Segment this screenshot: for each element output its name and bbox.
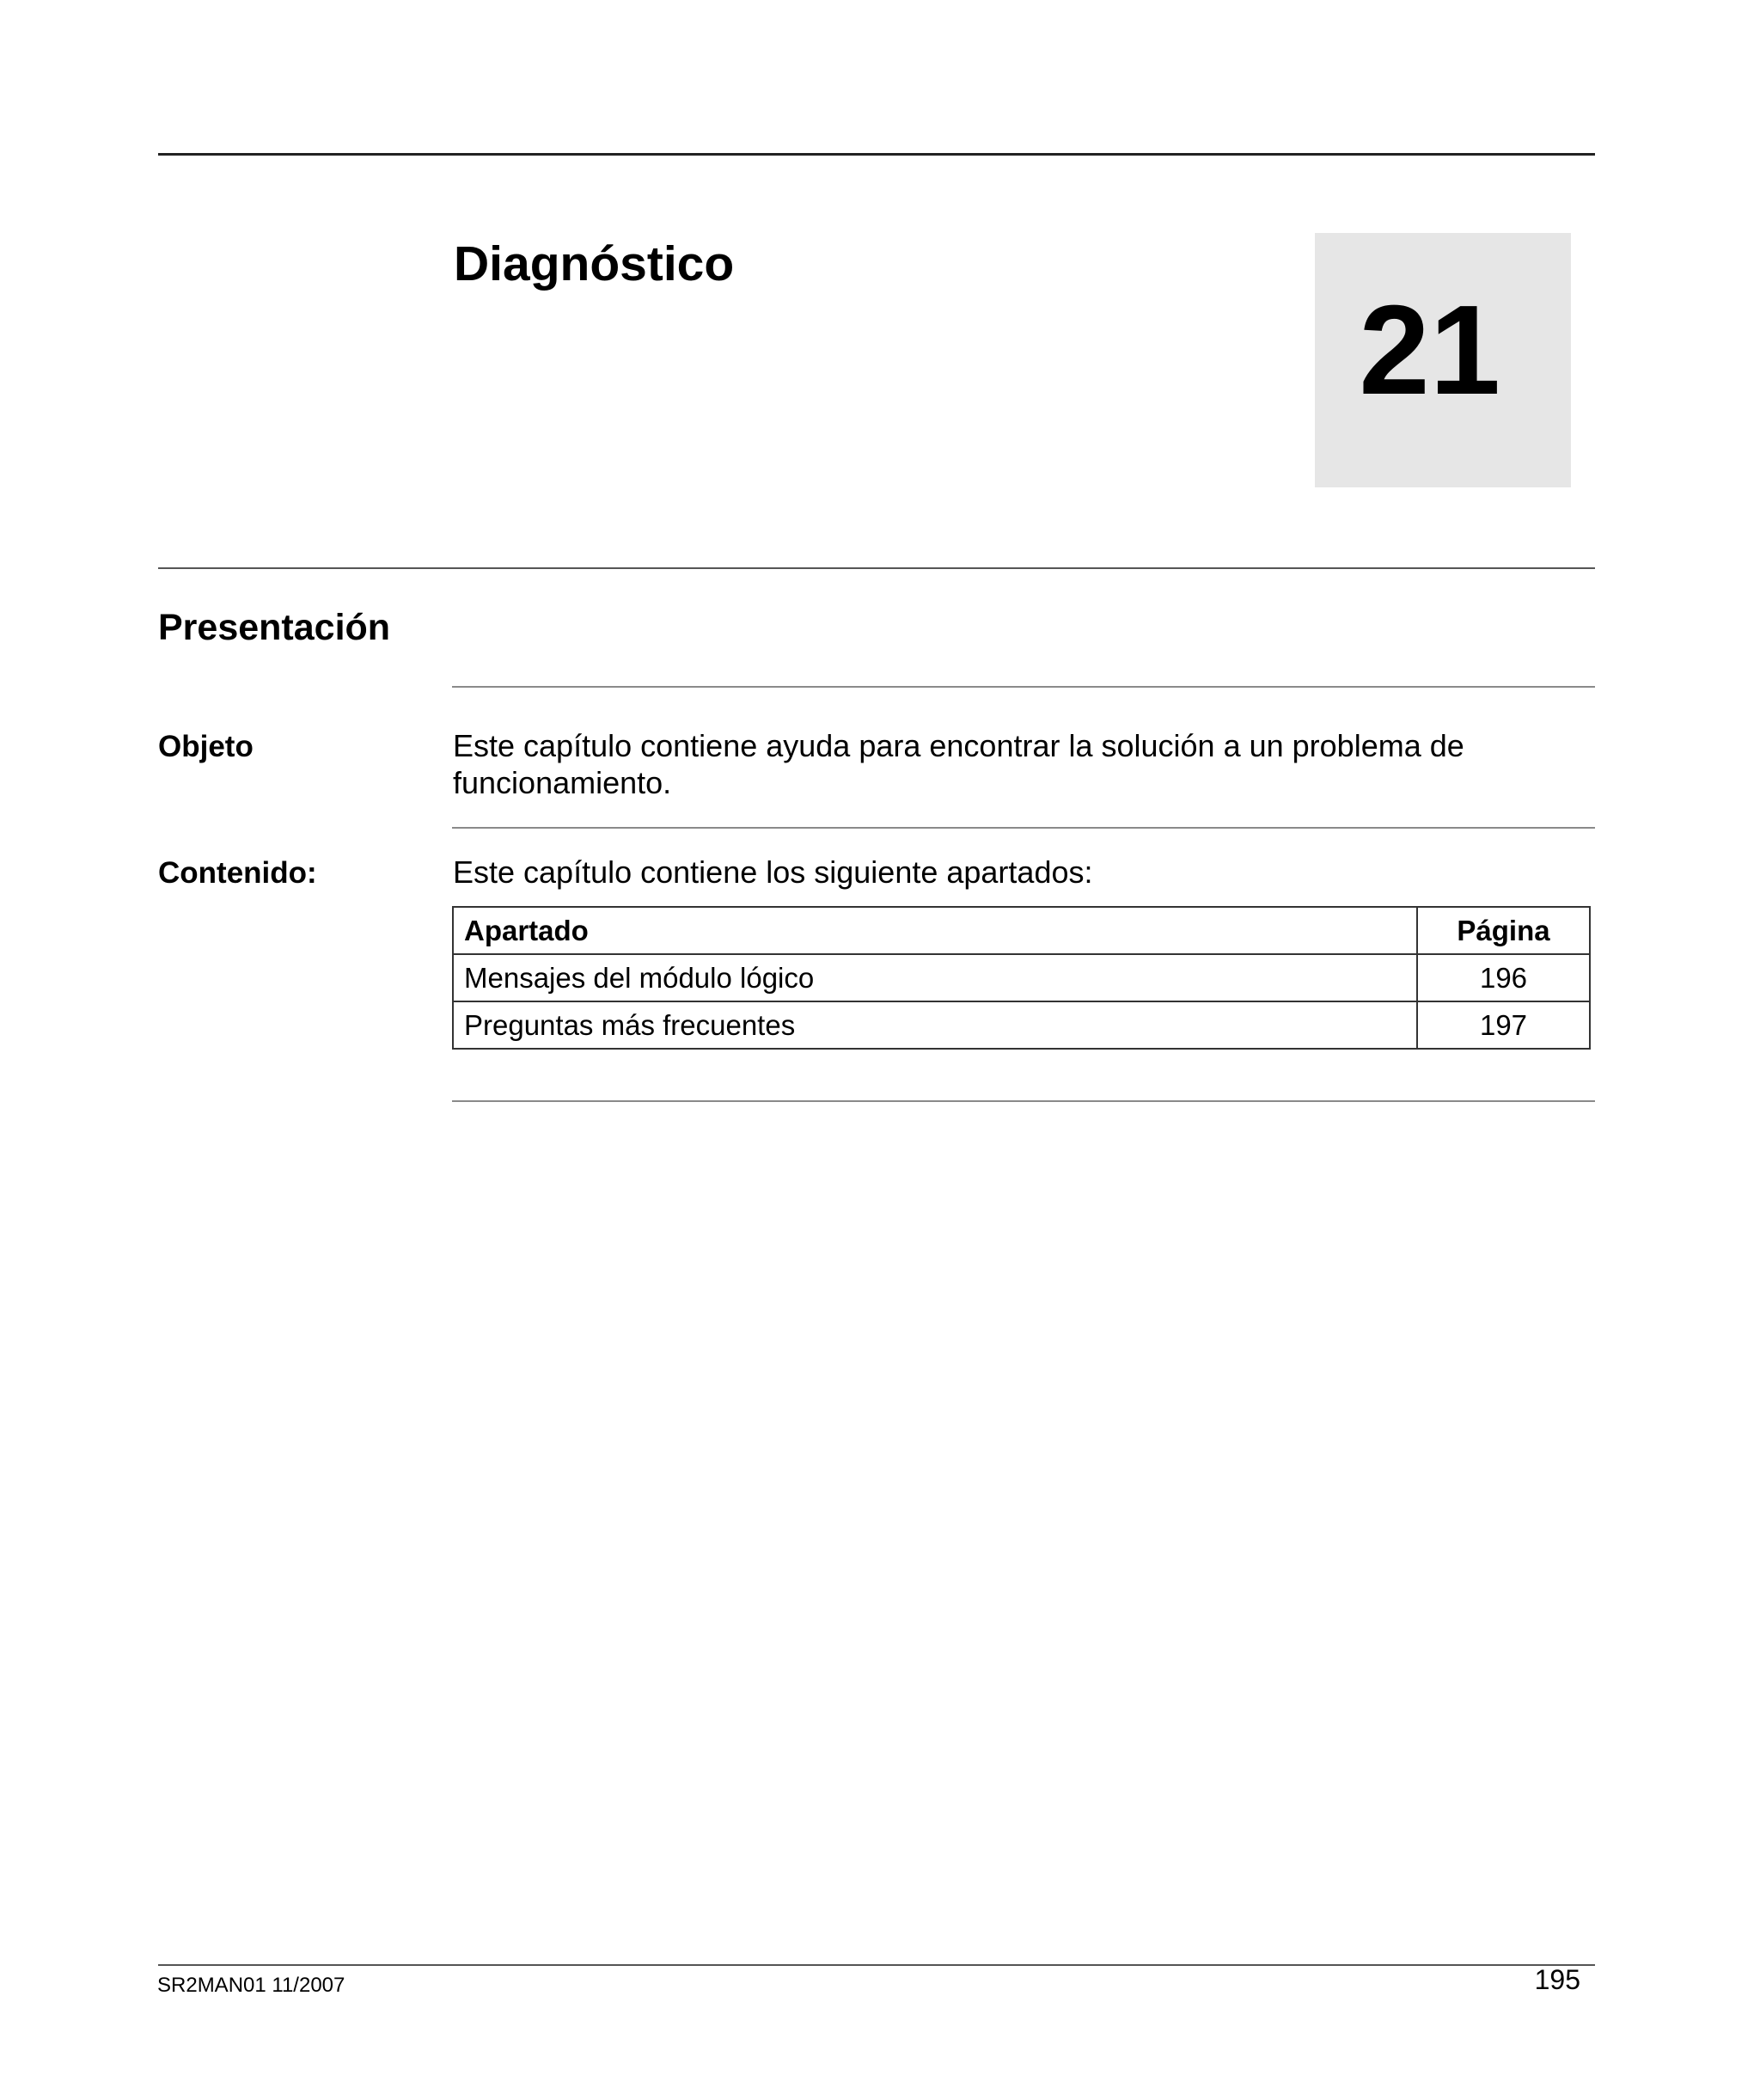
section-divider-1 [452,686,1595,688]
section-divider-3 [452,1100,1595,1102]
objeto-text: Este capítulo contiene ayuda para encontrar la solución a un problema de funcionamiento. [453,728,1464,800]
contenido-label: Contenido: [158,856,317,890]
chapter-header-rule [158,567,1595,569]
footer-document-reference: SR2MAN01 11/2007 [157,1974,345,1997]
table-cell-pagina: 197 [1417,1001,1590,1049]
table-cell-apartado: Mensajes del módulo lógico [453,954,1417,1001]
chapter-title: Diagnóstico [454,236,735,291]
table-header-row [453,907,1590,954]
table-row [453,1001,1590,1049]
top-rule [158,153,1595,156]
contenido-intro: Este capítulo contiene los siguiente apartados: [453,854,1093,890]
chapter-number-box [1315,233,1571,487]
table-row [453,954,1590,1001]
table-cell-pagina: 196 [1417,954,1590,1001]
section-title: Presentación [158,607,391,648]
column-header-pagina: Página [1417,907,1590,954]
footer-rule [158,1964,1595,1966]
column-header-apartado: Apartado [453,907,1417,954]
table-cell-apartado: Preguntas más frecuentes [453,1001,1417,1049]
chapter-number: 21 [1359,279,1500,421]
contents-table [452,906,1591,1050]
footer-page-number: 195 [1534,1964,1580,1995]
section-divider-2 [452,827,1595,829]
objeto-label: Objeto [158,730,254,763]
